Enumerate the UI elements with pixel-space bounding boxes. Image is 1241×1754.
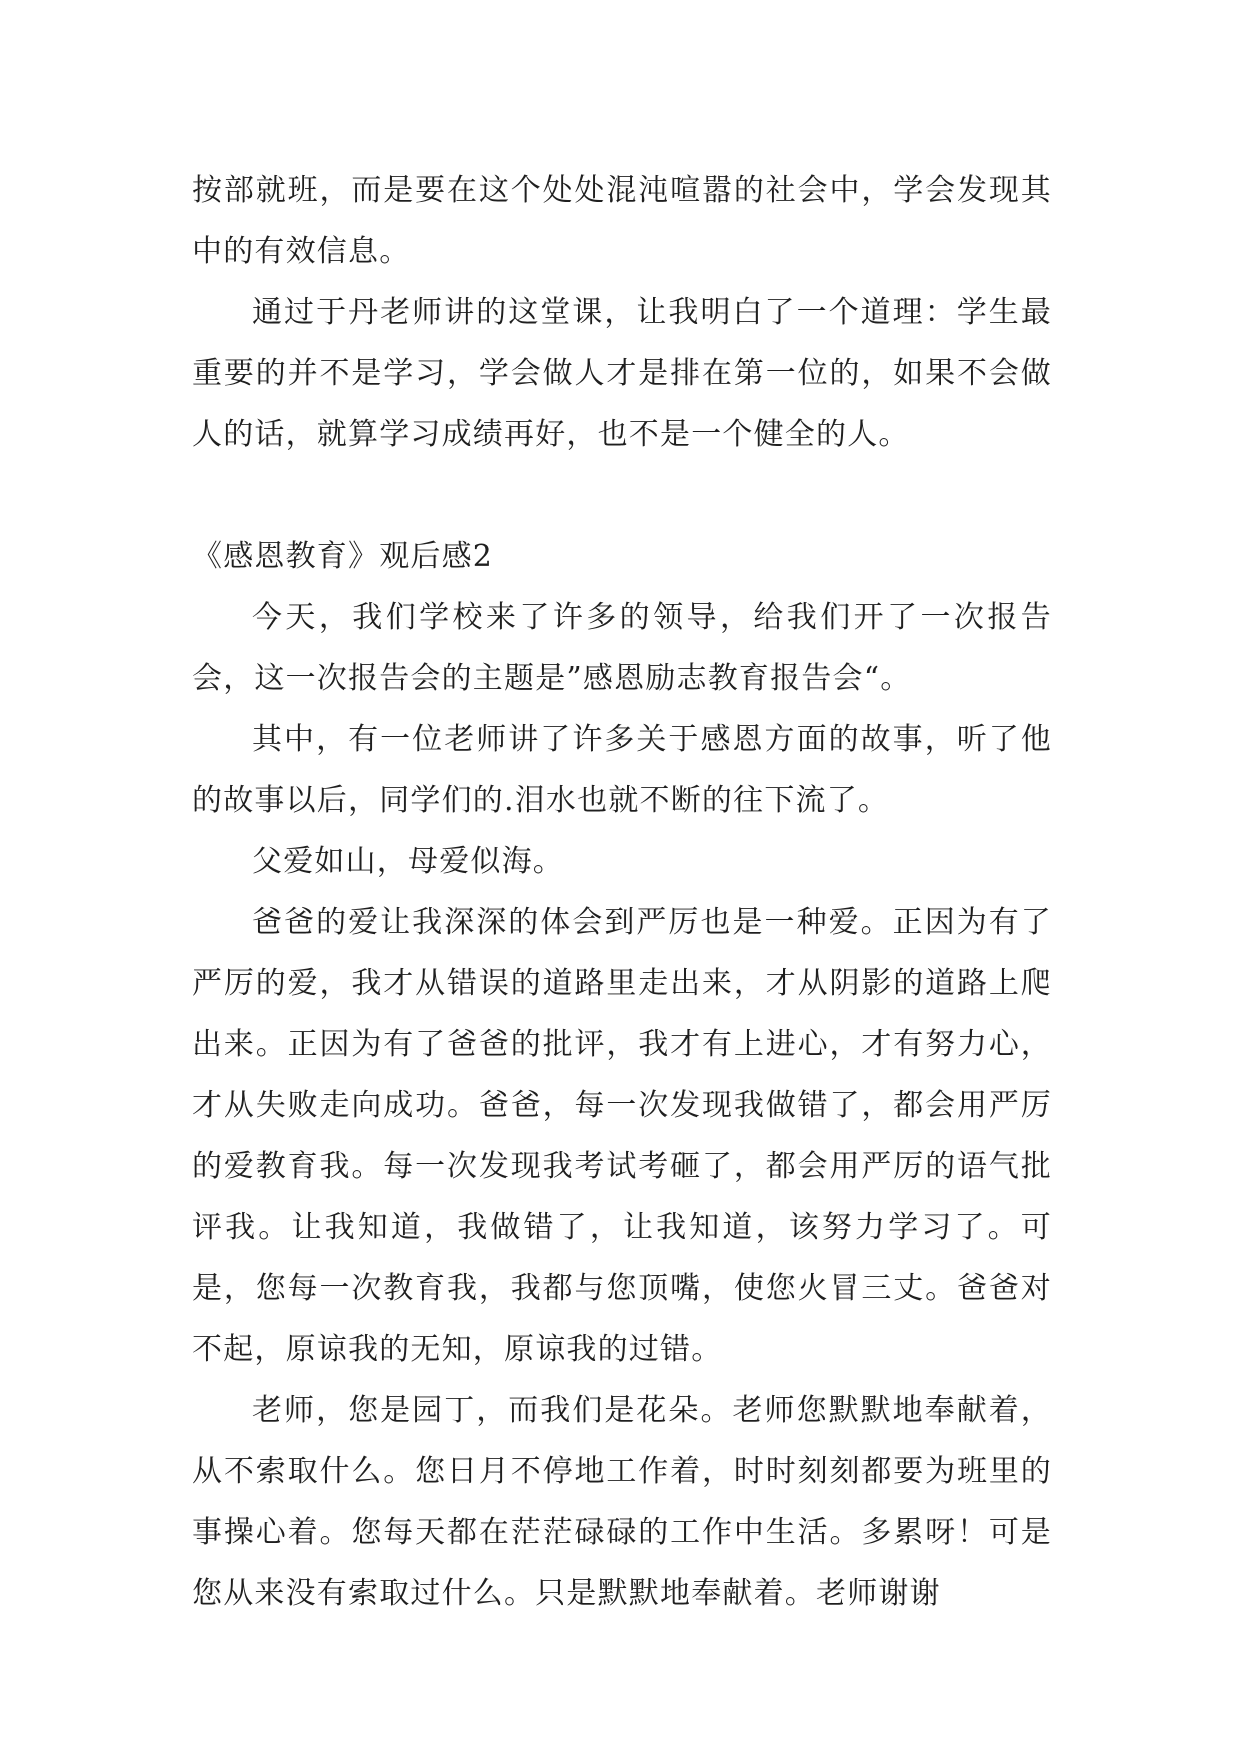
paragraph-continued: 按部就班，而是要在这个处处混沌喧嚣的社会中，学会发现其中的有效信息。	[192, 173, 1052, 269]
paragraph: 老师，您是园丁，而我们是花朵。老师您默默地奉献着，从不索取什么。您日月不停地工作着，时时刻刻都要为班里的事操心着。您每天都在茫茫碌碌的工作中生活。多累呀！可是您从来没有索取过什么。只是默默地奉献着。老师谢谢	[192, 1393, 1052, 1611]
document-body	[192, 160, 1052, 1624]
paragraph: 爸爸的爱让我深深的体会到严厉也是一种爱。正因为有了严厉的爱，我才从错误的道路里走出来，才从阴影的道路上爬出来。正因为有了爸爸的批评，我才有上进心，才有努力心，才从失败走向成功。爸爸，每一次发现我做错了，都会用严厉的爱教育我。每一次发现我考试考砸了，都会用严厉的语气批评我。让我知道，我做错了，让我知道，该努力学习了。可是，您每一次教育我，我都与您顶嘴，使您火冒三丈。爸爸对不起，原谅我的无知，原谅我的过错。	[192, 905, 1052, 1367]
paragraph: 通过于丹老师讲的这堂课，让我明白了一个道理：学生最重要的并不是学习，学会做人才是排在第一位的，如果不会做人的话，就算学习成绩再好，也不是一个健全的人。	[192, 295, 1052, 452]
paragraph: 其中，有一位老师讲了许多关于感恩方面的故事，听了他的故事以后，同学们的.泪水也就不断的往下流了。	[192, 722, 1052, 818]
paragraph: 父爱如山，母爱似海。	[252, 844, 564, 879]
section-title: 《感恩教育》观后感2	[192, 539, 494, 574]
paragraph: 今天，我们学校来了许多的领导，给我们开了一次报告会，这一次报告会的主题是”感恩励志教育报告会“。	[192, 600, 1052, 696]
